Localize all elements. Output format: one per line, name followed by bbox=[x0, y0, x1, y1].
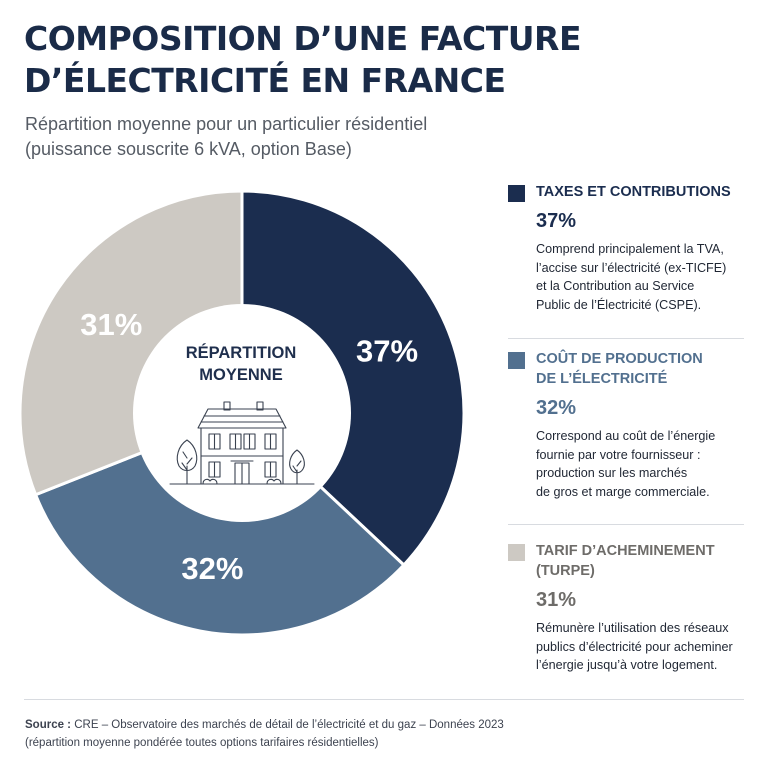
chart-legend bbox=[508, 182, 744, 674]
legend-item-percent: 32% bbox=[536, 397, 577, 419]
legend-item-percent: 37% bbox=[536, 210, 577, 232]
description-line: Rémunère l’utilisation des réseaux bbox=[536, 621, 729, 635]
footer-divider bbox=[24, 699, 744, 700]
source-label: Source : bbox=[25, 719, 72, 731]
legend-name-line: TARIF D’ACHEMINEMENT bbox=[536, 543, 715, 559]
legend-item-description bbox=[536, 240, 744, 314]
description-line: Comprend principalement la TVA, bbox=[536, 242, 724, 256]
description-line: l’énergie jusqu’à votre logement. bbox=[536, 658, 718, 672]
description-line: et la Contribution au Service bbox=[536, 279, 695, 293]
description-line: Correspond au coût de l’énergie bbox=[536, 429, 716, 443]
page-title: COMPOSITION D’UNE FACTURE D’ÉLECTRICITÉ EN FRANCE bbox=[24, 19, 581, 100]
legend-name-line: COÛT DE PRODUCTION bbox=[536, 351, 703, 367]
donut-center-label bbox=[150, 342, 332, 386]
legend-swatch bbox=[508, 352, 525, 369]
slice-value-label: 32% bbox=[181, 551, 244, 587]
legend-item-name: TAXES ET CONTRIBUTIONS bbox=[536, 184, 731, 200]
center-label-line: MOYENNE bbox=[199, 366, 283, 384]
description-line: fournie par votre fournisseur : bbox=[536, 447, 701, 462]
legend-item-description bbox=[536, 427, 744, 501]
source-footnote: (répartition moyenne pondérée toutes options tarifaires résidentielles) bbox=[25, 737, 379, 749]
description-line: l’accise sur l’électricité (ex-TICFE) bbox=[536, 260, 727, 275]
source-note bbox=[25, 716, 745, 752]
description-line: production sur les marchés bbox=[536, 466, 688, 480]
legend-item-name bbox=[536, 349, 744, 389]
slice-value-label: 37% bbox=[355, 333, 419, 369]
slice-value-label: 31% bbox=[80, 307, 143, 343]
source-line bbox=[25, 716, 745, 734]
legend-name-line: (TURPE) bbox=[536, 563, 595, 579]
legend-item-percent: 31% bbox=[536, 589, 577, 611]
legend-item-name bbox=[536, 541, 744, 581]
source-text: CRE – Observatoire des marchés de détail de l’électricité et du gaz – Données 2023 bbox=[74, 719, 504, 731]
description-line: de gros et marge commerciale. bbox=[536, 484, 710, 499]
center-label-line: RÉPARTITION bbox=[185, 344, 297, 362]
description-line: Public de l’Électricité (CSPE). bbox=[536, 297, 702, 312]
subtitle-line: Répartition moyenne pour un particulier résidentiel bbox=[25, 114, 428, 134]
legend-swatch bbox=[508, 185, 525, 202]
donut-hole bbox=[133, 304, 351, 522]
subtitle-line: (puissance souscrite 6 kVA, option Base) bbox=[25, 139, 352, 159]
legend-name-line: DE L’ÉLECTRICITÉ bbox=[536, 371, 668, 387]
legend-item-production bbox=[508, 338, 744, 524]
legend-item-taxes bbox=[508, 182, 744, 338]
legend-item-description bbox=[536, 619, 744, 675]
description-line: publics d’électricité pour acheminer bbox=[536, 639, 733, 654]
legend-swatch bbox=[508, 544, 525, 561]
legend-item-turpe bbox=[508, 524, 744, 674]
